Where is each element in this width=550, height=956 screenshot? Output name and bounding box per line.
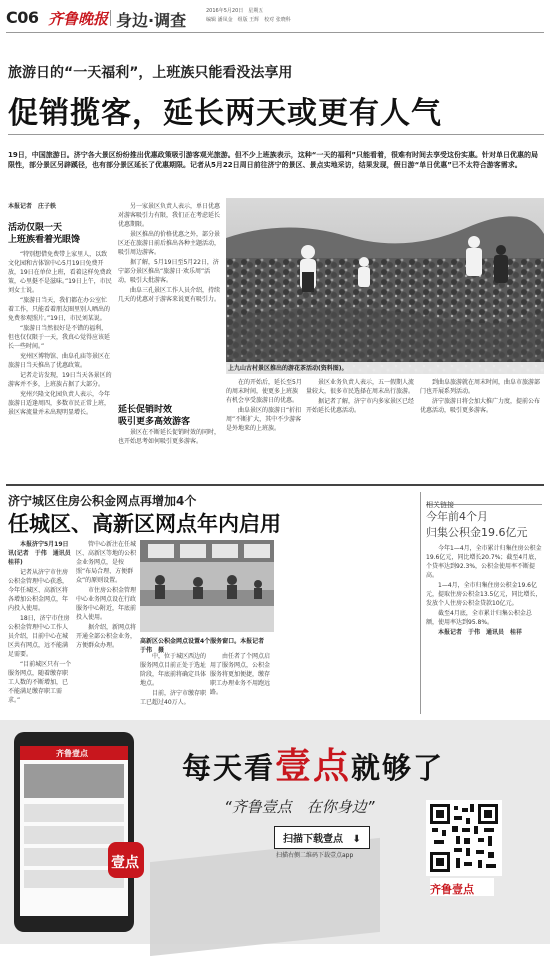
sidebar-tag-label: 相关链接: [426, 501, 454, 509]
download-icon: ⬇: [352, 834, 361, 845]
header-rule: [6, 32, 544, 33]
app-icon: [108, 842, 144, 878]
story1-subhead-1: 活动仅限一天 上班族看着光眼馋: [8, 223, 81, 245]
date-line: 2016年5月20日 星期五: [206, 8, 264, 14]
sidebar-divider: [420, 492, 421, 714]
story1-byline: 本报记者 庄子轶: [8, 203, 57, 210]
story2-kicker: 济宁城区住房公积金网点再增加4个: [8, 494, 197, 508]
phone-banner: [24, 764, 124, 798]
story2-photo: [140, 540, 274, 632]
qr-code[interactable]: [426, 800, 502, 876]
story1-column-2: 另一家景区负责人表示，单日优惠对游客吸引力有限，我们正在考虑延长优惠期限。 景区推出的价格优惠之外，部分景区还在旅游日前后推出各种主题活动，吸引周边游客。 据了解，5月19日至5月22日，济宁部分景区推出“旅游日·欢乐周”活动，吸引大批游客。 曲阜三孔景区工作人员介绍，持续几天的优惠对于游客来说更有吸引力。: [118, 203, 221, 303]
section-divider: [6, 484, 544, 486]
sidebar-title-2: 归集公积金19.6亿元: [426, 526, 528, 539]
phone-screen: [20, 746, 128, 916]
ad-title: [182, 738, 444, 789]
section-title: 身边·调查: [116, 11, 187, 30]
story1-photo: [226, 198, 544, 374]
story1-headline: 促销揽客，延长两天或更有人气: [8, 96, 442, 131]
sidebar-body: 今年1—4月，全市累计归集住房公积金19.6亿元，同比增长20.7%；截至4月底，个贷率达到92.3%，公积金使用率不断提高。 1—4月，全市归集住房公积金19.6亿元，提取住房公积金13.5亿元，同比增长，发放个人住房公积金贷款10亿元。 截至4月底，全市累计归集公积金总额，使用率达到95.8%。 本报记者 于伟 通讯员 桂祥: [426, 545, 542, 636]
app-icon-label: 壹点: [111, 855, 139, 871]
download-button-label: 扫描下载壹点: [283, 834, 343, 845]
story1-column-1: “特别想借免费带上家里人，以致文化园和古体馆中心5月19日免费开放，19日在单位上班，看着这样免费政策，心里挺不是滋味。”19日上午，市民刘女士说。 “旅游日当天，我们都在办公室忙着工作，只能看着朋友圈里别人晒出的免费参观照片。”19日，市民刘某说。 “旅游日当然很好是不错的福利，但也仅仅限于一天，我真心觉得应该延长一些时间。” 兖州区博物馆、曲阜孔庙等景区在旅游日当天推出了优惠政策。 记者走访发现，19日当天各景区的游客并不多，上班族占据了大部分。 兖州兴隆文化园负责人表示，今年旅游日适逢周四，多数市民正常上班，景区客流量并未出现明显增长。: [8, 251, 112, 416]
story2-photo-caption: 高新区公积金网点设置4个服务窗口。本报记者 于伟 摄: [140, 638, 271, 654]
story2-headline: 任城区、高新区网点年内启用: [8, 512, 281, 536]
story1-subhead-2: 延长促销时效 吸引更多高效游客: [118, 405, 191, 427]
ad-title-post: 就够了: [351, 751, 445, 785]
sidebar-tag: [426, 492, 542, 509]
phone-mockup: [14, 732, 134, 932]
story1-kicker: 旅游日的“一天福利”，上班族只能看没法享用: [8, 65, 293, 81]
phone-app-title: 齐鲁壹点: [56, 749, 88, 758]
ad-slogan: “齐鲁壹点 在你身边”: [224, 798, 375, 816]
page-code: C06: [6, 8, 39, 27]
office-photo: [140, 540, 274, 632]
ad-title-pre: 每天看: [182, 751, 276, 785]
story2-column-2: 管中心新注在任城区、高新区等地的公积金业务网点，是按照“布局合理、方便群众”的原则设置。 市住房公积金管理中心业务网点设在行政服务中心附近，年底前投入使用。 据介绍，新网点将开通全部公积金业务，方便群众办理。: [76, 541, 137, 649]
newspaper-brand: 齐鲁晚报: [48, 10, 109, 28]
story2-column-1: 本报济宁5月19日讯(记者 于伟 通讯员 桂祥) 记者从济宁市住房公积金管理中心获悉，今年任城区、高新区将各增加公积金网点，年内投入使用。 18日，济宁市住房公积金管理中心工作人员介绍，目前中心在城区共有网点，远不能满足需要。 “目前城区只有一个服务网点，随着缴存职工人数的不断增加，已不能满足缴存职工需求。”: [8, 541, 77, 704]
rose-field-photo: [226, 198, 544, 374]
story1-column-5: 到曲阜旅游就在周末时间，曲阜市旅游部门也开展系列活动。 济宁旅游日将会加大推广力度，提前公布优惠活动，吸引更多游客。: [420, 379, 541, 414]
story1-rule: [8, 134, 544, 135]
sidebar-title-1: 今年前4个月: [426, 510, 488, 523]
story2-column-3: 中，位于城区西边的服务网点目前正处于选址阶段，年底前将确定具体地点。 目前，济宁市缴存职工已超过40万人。: [140, 653, 207, 706]
page-header: [6, 6, 544, 30]
qr-caption: [430, 878, 494, 896]
download-button[interactable]: [274, 826, 370, 849]
story1-photo-caption: 上九山古村景区推出的游花茶活动(资料图)。: [228, 365, 348, 372]
header-divider: [110, 10, 111, 26]
phone-list-2: [24, 826, 124, 844]
editors-line: 编辑 潘凤金 组版 王辉 校对 张晓科: [206, 17, 291, 23]
story1-column-4: 景区业务负责人表示，五一假期人流量较大，很多市民选择在周末出行旅游。 据记者了解，济宁市内多家景区已经开始延长优惠活动。: [306, 379, 415, 414]
qr-caption-label: 齐鲁壹点: [430, 883, 474, 896]
story2-column-4: 由任者了个网点启用了服务网点，公积金服务将更加便捷，缴存职工办理业务不用跑远路。: [210, 653, 271, 696]
story1-lead: 19日，中国旅游日。济宁各大景区纷纷推出优惠政策吸引游客观光旅游。但不少上班族表示，这种“一天的福利”只能看着，很难有时间去享受这份实惠。针对单日优惠的局限性，部分景区另辟蹊径，也有部分景区延长了优惠期限。记者从5月22日周日前往济宁的景区、景点实地采访，结果发现，假日游“单日优惠”已不太符合游客需求。: [8, 151, 538, 169]
ad-note: 扫描右侧二维码下载壹点app: [276, 852, 354, 859]
story1-column-2b: 景区在不断延长促销时效的同时，也开始思考如何吸引更多游客。: [118, 429, 221, 445]
story1-column-3: 在的开始后，延长至5月的周末时间，使更多上班族有机会享受旅游日的优惠。 曲阜景区的旅游日“折扣周”不断扩大，其中不少游客是外地来的上班族。: [226, 379, 302, 432]
qr-code-icon: [428, 802, 500, 874]
ad-title-brand: 壹点: [275, 746, 352, 787]
phone-list-1: [24, 804, 124, 822]
app-advertisement: [0, 720, 550, 944]
